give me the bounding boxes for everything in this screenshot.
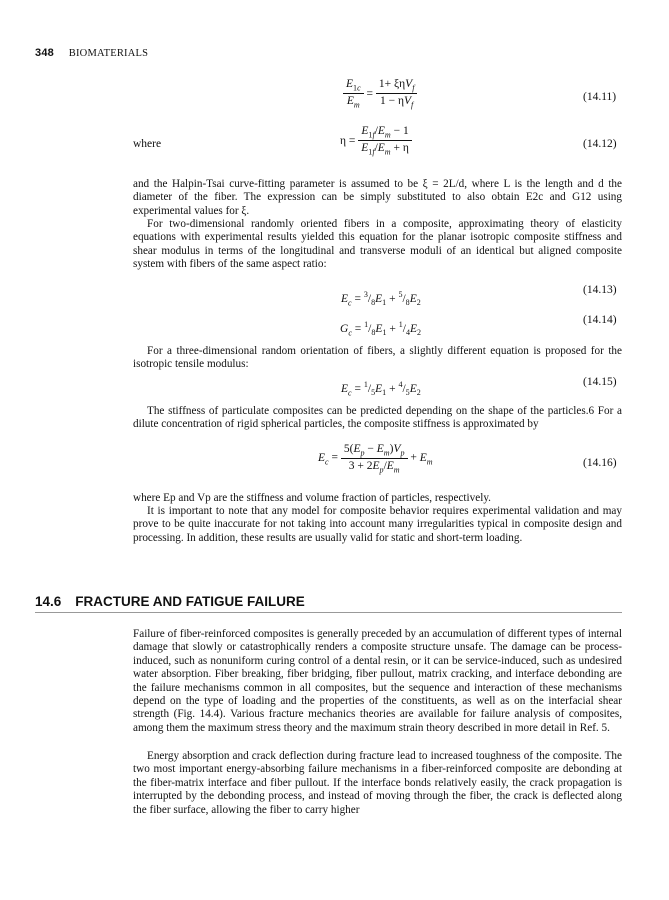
equation-14-14: $G_c = ^1/_8E_1 + ^1/_4E_2$ [340, 320, 422, 338]
where-label: where [133, 138, 162, 150]
paragraph-particulate: The stiffness of particulate composites can be predicted depending on the shape of the particles.6 For a dilute concentration of rigid spherical particles, the composite stiffness is approximated by [133, 405, 622, 431]
running-title: BIOMATERIALS [68, 48, 149, 59]
section-heading [35, 594, 622, 613]
paragraph-three-dimensional: For a three-dimensional random orientation of fibers, a slightly different equation is proposed for the isotropic tensile modulus: [133, 345, 622, 371]
equation-number: (14.13) [583, 284, 617, 296]
equation-number: (14.15) [583, 376, 617, 388]
page-number: 348 [35, 47, 54, 59]
paragraph-energy-absorption: Energy absorption and crack deflection during fracture lead to increased toughness of the composite. The two most important energy-absorbing failure mechanisms in a fiber-reinforced composite are debonding at the fiber-matrix interface and fiber pullout. If the interface bonds relatively easily, the crack propagation is interrupted by the debonding process, and instead of moving through the fiber, the crack is deflected along the fiber surface, allowing the fiber to carry higher [133, 750, 622, 816]
paragraph-two-dimensional: For two-dimensional randomly oriented fibers in a composite, approximating theory of elasticity equations with experimental results yielded this equation for the planar isotropic composite stiffness and shear modulus in terms of the longitudinal and transverse moduli of an identical but aligned composite system with fibers of the same aspect ratio: [133, 218, 622, 271]
equation-number: (14.14) [583, 314, 617, 326]
paragraph-failure: Failure of fiber-reinforced composites is generally preceded by an accumulation of different types of internal damage that slowly or catastrophically renders a composite structure unsafe. The damage can be process-induced, such as nonuniform curing control of a dental resin, or it can be service-induced, such as undesired water absorption. Fiber breaking, fiber bridging, fiber pullout, matrix cracking, and interface debonding are the failure mechanisms common in all composites, but the sequence and interaction of these mechanisms depend on the type of loading and the properties of the constituents, as well as on the interfacial shear strength (Fig. 14.4). Various fracture mechanics theories are available for failure analysis of composites, among them the maximum stress theory and the maximum strain theory described in more detail in Ref. 5. [133, 628, 622, 734]
equation-number: (14.12) [583, 138, 617, 150]
paragraph-where-ep: where Ep and Vp are the stiffness and volume fraction of particles, respectively. [133, 492, 491, 504]
equation-number: (14.11) [583, 91, 617, 103]
equation-14-15: $E_c = ^1/_5E_1 + ^4/_5E_2$ [341, 380, 421, 398]
equation-14-12: η = $\frac{E_{1f}/E_m - 1}{E_{1f}/E_m + \eta}$ [340, 125, 412, 157]
equation-14-13: $E_c = ^3/_8E_1 + ^5/_8E_2$ [341, 290, 421, 308]
section-title: FRACTURE AND FATIGUE FAILURE [75, 594, 305, 609]
section-number: 14.6 [35, 594, 62, 609]
equation-14-16: $E_c$ = $\frac{5(E_p - E_m)V_p}{3 + 2E_p/E_m}$ + $E_m$ [318, 443, 433, 475]
paragraph-halpin-tsai: and the Halpin-Tsai curve-fitting parameter is assumed to be ξ = 2L/d, where L is the length and d the diameter of the fiber. The expression can be simply substituted to also obtain E2c and G12 using experimental values for ξ. [133, 178, 622, 217]
equation-14-11: $\frac{E_{1c}}{E_m}$ = $\frac{1+ \xi\eta V_f}{1 - \eta V_f}$ [343, 78, 417, 110]
equation-number: (14.16) [583, 457, 617, 469]
running-header [35, 47, 148, 59]
paragraph-validation: It is important to note that any model for composite behavior requires experimental validation and may prove to be quite inaccurate for not taking into account many irregularities typical in composite design and processing. In addition, these results are usually valid for static and short-term loading. [133, 505, 622, 544]
